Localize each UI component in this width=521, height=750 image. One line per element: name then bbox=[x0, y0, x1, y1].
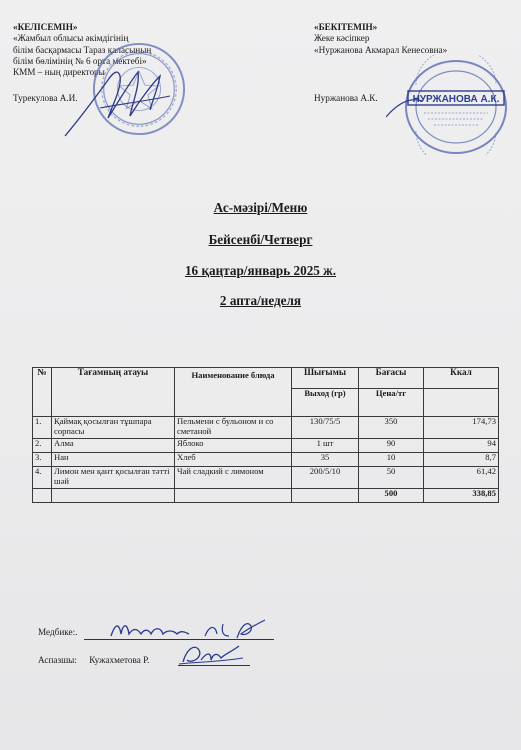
table-total-row bbox=[33, 489, 499, 503]
header-output-kz: Шығымы bbox=[292, 368, 359, 389]
header-output-ru: Выход (гр) bbox=[292, 389, 359, 417]
cell-ru-name: Пельмени с бульоном и со сметаной bbox=[175, 417, 292, 439]
table-row bbox=[33, 417, 499, 439]
menu-table bbox=[32, 367, 499, 503]
day-title: Бейсенбі/Четверг bbox=[208, 232, 313, 247]
header-kz-name: Тағамның атауы bbox=[52, 368, 175, 417]
cell-output: 35 bbox=[292, 453, 359, 467]
table-row bbox=[33, 439, 499, 453]
approval-left-line: білім басқармасы Тараз қаласының bbox=[13, 44, 152, 55]
seal-name-text: НУРЖАНОВА А.К. bbox=[412, 94, 500, 105]
cell-kcal: 8,7 bbox=[424, 453, 499, 467]
cell-ru-name: Яблоко bbox=[175, 439, 292, 453]
header-price-ru: Цена/тг bbox=[359, 389, 424, 417]
cell-kcal: 174,73 bbox=[424, 417, 499, 439]
approval-left-line: білім бөлімінің № 6 орта мектебі» bbox=[13, 55, 147, 66]
cook-line bbox=[38, 655, 149, 665]
approval-right-line: Жеке кәсіпкер bbox=[314, 33, 370, 44]
header-no: № bbox=[33, 368, 52, 417]
entrepreneur-seal-stamp bbox=[386, 55, 514, 155]
date-title: 16 қаңтар/январь 2025 ж. bbox=[184, 263, 337, 278]
week-title: 2 апта/неделя bbox=[219, 293, 302, 308]
cell-no: 3. bbox=[33, 453, 52, 467]
cook-name: Кужахметова Р. bbox=[89, 655, 150, 665]
approval-right-title: «БЕКІТЕМІН» bbox=[314, 22, 378, 32]
total-price: 500 bbox=[359, 489, 424, 503]
cell-no: 1. bbox=[33, 417, 52, 439]
cell-kcal: 94 bbox=[424, 439, 499, 453]
cell-kz-name: Нан bbox=[52, 453, 175, 467]
header-kcal: Ккал bbox=[424, 368, 499, 389]
approval-right-line: «Нуржанова Акмарал Кенесовна» bbox=[314, 44, 448, 55]
table-row bbox=[33, 453, 499, 467]
header-ru-name: Наименование блюда bbox=[175, 368, 292, 417]
menu-title: Ас-мәзірі/Меню bbox=[213, 200, 308, 215]
approval-right-signer: Нуржанова А.К. bbox=[314, 93, 378, 103]
approval-right-block bbox=[314, 22, 514, 56]
table-header-row bbox=[33, 368, 499, 389]
approval-left-line: КММ – ның директоры bbox=[13, 67, 105, 78]
cell-ru-name: Хлеб bbox=[175, 453, 292, 467]
cell-price: 90 bbox=[359, 439, 424, 453]
cook-label: Аспазшы: bbox=[38, 655, 77, 665]
cell-output: 1 шт bbox=[292, 439, 359, 453]
cell-kz-name: Алма bbox=[52, 439, 175, 453]
cell-output: 200/5/10 bbox=[292, 467, 359, 489]
cell-kz-name: Қаймақ қосылған тұшпара сорпасы bbox=[52, 417, 175, 439]
cell-price: 10 bbox=[359, 453, 424, 467]
approval-left-title: «КЕЛІСЕМІН» bbox=[13, 22, 78, 32]
approval-left-line: «Жамбыл облысы әкімдігінің bbox=[13, 33, 129, 44]
header-price-kz: Бағасы bbox=[359, 368, 424, 389]
cell-kz-name: Лимон мен қант қосылған тәтті шәй bbox=[52, 467, 175, 489]
cell-price: 50 bbox=[359, 467, 424, 489]
cell-ru-name: Чай сладкий с лимоном bbox=[175, 467, 292, 489]
cook-signature bbox=[177, 640, 247, 668]
cell-no: 2. bbox=[33, 439, 52, 453]
header-kcal-empty bbox=[424, 389, 499, 417]
cell-kcal: 61,42 bbox=[424, 467, 499, 489]
cell-output: 130/75/5 bbox=[292, 417, 359, 439]
total-kcal: 338,85 bbox=[424, 489, 499, 503]
cell-no: 4. bbox=[33, 467, 52, 489]
director-signature bbox=[60, 58, 175, 140]
table-row bbox=[33, 467, 499, 489]
medic-label: Медбике:. bbox=[38, 627, 78, 637]
cell-price: 350 bbox=[359, 417, 424, 439]
approval-left-signer: Турекулова А.И. bbox=[13, 93, 78, 103]
